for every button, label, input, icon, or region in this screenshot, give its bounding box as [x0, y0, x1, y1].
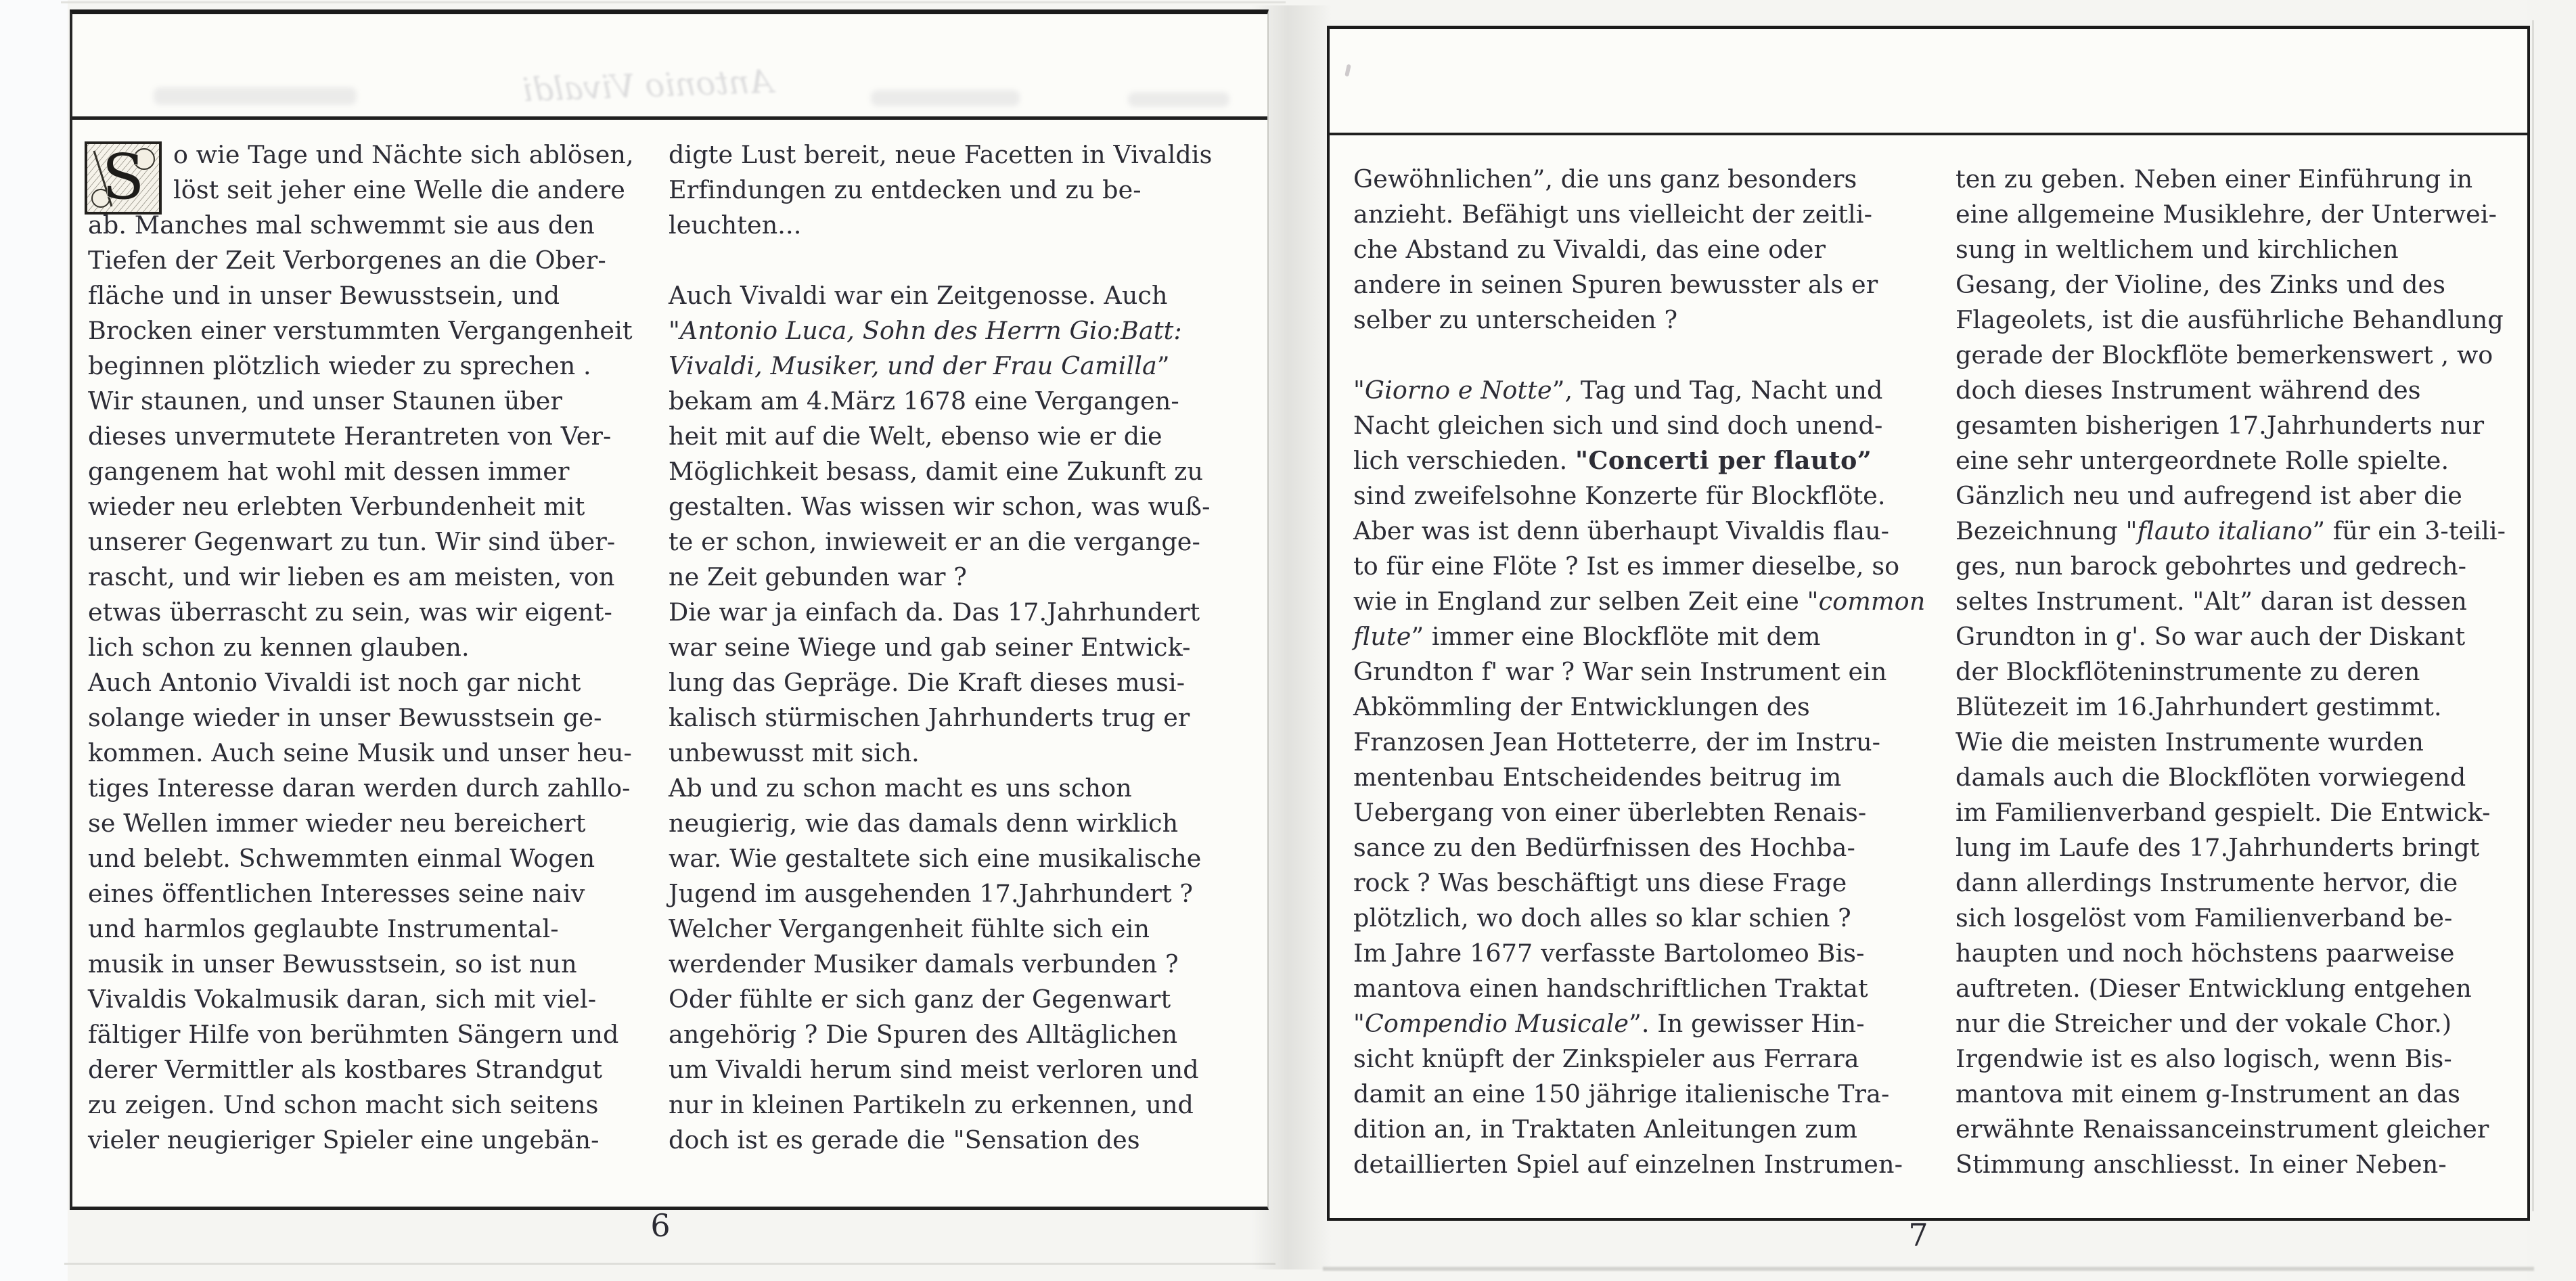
text-line: flute” immer eine Blockflöte mit dem	[1353, 622, 1821, 651]
text-line: andere in seinen Spuren bewusster als er	[1353, 270, 1878, 299]
text-line: vieler neugieriger Spieler eine ungebän-	[88, 1125, 600, 1154]
text-line: mantova mit einem g-Instrument an das	[1956, 1079, 2461, 1108]
bleed-through-smudge	[1128, 92, 1229, 107]
text-line: nur die Streicher und der vokale Chor.)	[1956, 1009, 2452, 1038]
page-right-column-1	[1353, 162, 1937, 1182]
text-line: se Wellen immer wieder neu bereichert	[88, 809, 586, 838]
scan-top-edge	[61, 1, 1286, 3]
text-line: gestalten. Was wissen wir schon, was wuß-	[669, 492, 1211, 521]
text-line: gerade der Blockflöte bemerkenswert , wo	[1956, 340, 2493, 369]
text-line: che Abstand zu Vivaldi, das eine oder	[1353, 235, 1826, 264]
text-line: Bezeichnung "flauto italiano” für ein 3-teili-	[1956, 516, 2506, 545]
text-line	[1353, 338, 1937, 373]
text-line: kommen. Auch seine Musik und unser heu-	[88, 738, 632, 767]
text-line: etwas überrascht zu sein, was wir eigent-	[88, 598, 612, 627]
text-line: Möglichkeit besass, damit eine Zukunft zu	[669, 457, 1204, 486]
text-line: zu zeigen. Und schon macht sich seitens	[88, 1090, 599, 1119]
text-line: Uebergang von einer überlebten Renais-	[1353, 798, 1867, 827]
text-line: to für eine Flöte ? Ist es immer dieselbe, so	[1353, 552, 1900, 581]
text-line: ab. Manches mal schwemmt sie aus den	[88, 210, 595, 240]
drop-cap-letter: S	[101, 141, 145, 213]
text-line: heit mit auf die Welt, ebenso wie er die	[669, 422, 1162, 451]
page-left-header-band	[72, 14, 1267, 120]
scan-artifact	[1345, 64, 1351, 77]
text-line: te er schon, inwieweit er an die vergange-	[669, 527, 1200, 556]
scan-left-margin	[0, 0, 68, 1281]
text-line: Brocken einer verstummten Vergangenheit	[88, 316, 633, 345]
text-line: auftreten. (Dieser Entwicklung entgehen	[1956, 974, 2472, 1003]
text-line	[669, 243, 1248, 278]
text-line: unserer Gegenwart zu tun. Wir sind über-	[88, 527, 616, 556]
text-line: o wie Tage und Nächte sich ablösen,	[173, 140, 634, 169]
text-line: eine sehr untergeordnete Rolle spielte.	[1956, 446, 2449, 475]
text-line: bekam am 4.März 1678 eine Vergangen-	[669, 386, 1179, 415]
text-line: wieder neu erlebten Verbundenheit mit	[88, 492, 585, 521]
text-line: kalisch stürmischen Jahrhunderts trug er	[669, 703, 1190, 732]
text-line: dieses unvermutete Herantreten von Ver-	[88, 422, 612, 451]
text-line: unbewusst mit sich.	[669, 738, 920, 767]
page-left-column-1	[88, 137, 656, 1158]
page-number-right: 7	[1908, 1217, 1928, 1253]
text-line: detaillierten Spiel auf einzelnen Instrumen-	[1353, 1150, 1903, 1179]
text-line: dann allerdings Instrumente hervor, die	[1956, 868, 2458, 897]
text-line: und belebt. Schwemmten einmal Wogen	[88, 844, 595, 873]
page-right	[1327, 26, 2530, 1221]
text-line: rascht, und wir lieben es am meisten, von	[88, 562, 615, 591]
text-line: ne Zeit gebunden war ?	[669, 562, 967, 591]
text-line: eines öffentlichen Interesses seine naiv	[88, 879, 585, 908]
text-line: Nacht gleichen sich und sind doch unend-	[1353, 411, 1883, 440]
text-line: lung im Laufe des 17.Jahrhunderts bringt	[1956, 833, 2480, 862]
text-line: war. Wie gestaltete sich eine musikalische	[669, 844, 1202, 873]
text-line: musik in unser Bewusstsein, so ist nun	[88, 949, 577, 979]
text-line: Auch Antonio Vivaldi ist noch gar nicht	[88, 668, 581, 697]
text-line: beginnen plötzlich wieder zu sprechen .	[88, 351, 591, 380]
text-line: Aber was ist denn überhaupt Vivaldis flau-	[1353, 516, 1890, 545]
text-line: Gänzlich neu und aufregend ist aber die	[1956, 481, 2463, 510]
page-left	[70, 9, 1269, 1210]
bleed-through-text: Antonio Vivaldi	[521, 62, 774, 110]
text-line: Wir staunen, und unser Staunen über	[88, 386, 563, 415]
text-line: ten zu geben. Neben einer Einführung in	[1956, 164, 2473, 194]
text-line: Blütezeit im 16.Jahrhundert gestimmt.	[1956, 692, 2442, 721]
text-line: der Blockflöteninstrumente zu deren	[1956, 657, 2420, 686]
text-line: digte Lust bereit, neue Facetten in Vivaldis	[669, 140, 1213, 169]
text-line: "Antonio Luca, Sohn des Herrn Gio:Batt:	[669, 316, 1182, 345]
text-line: eine allgemeine Musiklehre, der Unterwei-	[1956, 200, 2498, 229]
text-line: sance zu den Bedürfnissen des Hochba-	[1353, 833, 1855, 862]
text-line: Vivaldis Vokalmusik daran, sich mit viel-	[88, 985, 597, 1014]
text-line: plötzlich, wo doch alles so klar schien ?	[1353, 903, 1851, 932]
page-left-column-2	[669, 137, 1248, 1158]
text-line: Wie die meisten Instrumente wurden	[1956, 727, 2424, 757]
text-line: Die war ja einfach da. Das 17.Jahrhundert	[669, 598, 1200, 627]
text-line: Erfindungen zu entdecken und zu be-	[669, 175, 1142, 204]
text-line: fältiger Hilfe von berühmten Sängern und	[88, 1020, 619, 1049]
text-line: leuchten...	[669, 210, 802, 240]
text-line: selber zu unterscheiden ?	[1353, 305, 1678, 334]
text-line: Abkömmling der Entwicklungen des	[1353, 692, 1810, 721]
text-line: "Giorno e Notte”, Tag und Tag, Nacht und	[1353, 376, 1883, 405]
text-line: war seine Wiege und gab seiner Entwick-	[669, 633, 1191, 662]
text-line: lung das Gepräge. Die Kraft dieses musi-	[669, 668, 1185, 697]
text-line: Ab und zu schon macht es uns schon	[669, 773, 1132, 803]
bleed-through-smudge	[871, 90, 1020, 106]
text-line: rock ? Was beschäftigt uns diese Frage	[1353, 868, 1847, 897]
text-line: mantova einen handschriftlichen Traktat	[1353, 974, 1868, 1003]
text-line: "Compendio Musicale”. In gewisser Hin-	[1353, 1009, 1865, 1038]
text-line: Flageolets, ist die ausführliche Behandlung	[1956, 305, 2504, 334]
text-line: doch ist es gerade die "Sensation des	[669, 1125, 1140, 1154]
text-line: damals auch die Blockflöten vorwiegend	[1956, 763, 2466, 792]
text-line: derer Vermittler als kostbares Strandgut	[88, 1055, 603, 1084]
text-line: Irgendwie ist es also logisch, wenn Bis-	[1956, 1044, 2452, 1073]
scan-right-margin	[2527, 0, 2576, 1281]
page-bottom-edge-right	[1323, 1267, 2534, 1271]
text-line: mentenbau Entscheidendes beitrug im	[1353, 763, 1842, 792]
text-line: Jugend im ausgehenden 17.Jahrhundert ?	[669, 879, 1194, 908]
text-line: wie in England zur selben Zeit eine "common	[1353, 587, 1926, 616]
text-line: löst seit jeher eine Welle die andere	[173, 175, 625, 204]
text-line: und harmlos geglaubte Instrumental-	[88, 914, 559, 943]
page-number-left: 6	[650, 1207, 671, 1244]
text-line: haupten und noch höchstens paarweise	[1956, 939, 2455, 968]
text-line: Tiefen der Zeit Verborgenes an die Ober-	[88, 246, 606, 275]
page-edge-line	[2532, 20, 2534, 1211]
text-line: im Familienverband gespielt. Die Entwick-	[1956, 798, 2491, 827]
text-line: ges, nun barock gebohrtes und gedrech-	[1956, 552, 2467, 581]
text-line: lich verschieden. "Concerti per flauto”	[1353, 446, 1872, 475]
text-line: Auch Vivaldi war ein Zeitgenosse. Auch	[669, 281, 1168, 310]
text-line: Franzosen Jean Hotteterre, der im Instru-	[1353, 727, 1881, 757]
text-line: anzieht. Befähigt uns vielleicht der zeitli-	[1353, 200, 1873, 229]
page-right-column-2	[1956, 162, 2517, 1182]
text-line: Stimmung anschliesst. In einer Neben-	[1956, 1150, 2447, 1179]
text-line: Gewöhnlichen”, die uns ganz besonders	[1353, 164, 1857, 194]
text-line: gangenem hat wohl mit dessen immer	[88, 457, 570, 486]
text-line: angehörig ? Die Spuren des Alltäglichen	[669, 1020, 1178, 1049]
text-line: Grundton f' war ? War sein Instrument ein	[1353, 657, 1887, 686]
text-line: sung in weltlichem und kirchlichen	[1956, 235, 2399, 264]
text-line: Vivaldi, Musiker, und der Frau Camilla”	[669, 351, 1170, 380]
text-line: Welcher Vergangenheit fühlte sich ein	[669, 914, 1150, 943]
text-line: tiges Interesse daran werden durch zahllo-	[88, 773, 631, 803]
text-line: sich losgelöst vom Familienverband be-	[1956, 903, 2453, 932]
text-line: nur in kleinen Partikeln zu erkennen, und	[669, 1090, 1194, 1119]
page-bottom-edge-left	[64, 1263, 1275, 1265]
text-line: seltes Instrument. "Alt” daran ist dessen	[1956, 587, 2467, 616]
text-line: lich schon zu kennen glauben.	[88, 633, 470, 662]
text-line: dition an, in Traktaten Anleitungen zum	[1353, 1115, 1858, 1144]
text-line: fläche und in unser Bewusstsein, und	[88, 281, 560, 310]
text-line: solange wieder in unser Bewusstsein ge-	[88, 703, 602, 732]
text-line: Gesang, der Violine, des Zinks und des	[1956, 270, 2446, 299]
text-line: werdender Musiker damals verbunden ?	[669, 949, 1179, 979]
text-line: sind zweifelsohne Konzerte für Blockflöte.	[1353, 481, 1886, 510]
text-line: Grundton in g'. So war auch der Diskant	[1956, 622, 2466, 651]
page-right-header-band	[1330, 29, 2527, 135]
text-line: gesamten bisherigen 17.Jahrhunderts nur	[1956, 411, 2485, 440]
text-line: neugierig, wie das damals denn wirklich	[669, 809, 1179, 838]
text-line: damit an eine 150 jährige italienische Tra-	[1353, 1079, 1890, 1108]
text-line: um Vivaldi herum sind meist verloren und	[669, 1055, 1199, 1084]
text-line: erwähnte Renaissanceinstrument gleicher	[1956, 1115, 2489, 1144]
text-line: Im Jahre 1677 verfasste Bartolomeo Bis-	[1353, 939, 1865, 968]
text-line: doch dieses Instrument während des	[1956, 376, 2421, 405]
text-line: sicht knüpft der Zinkspieler aus Ferrara	[1353, 1044, 1859, 1073]
text-line: Oder fühlte er sich ganz der Gegenwart	[669, 985, 1171, 1014]
